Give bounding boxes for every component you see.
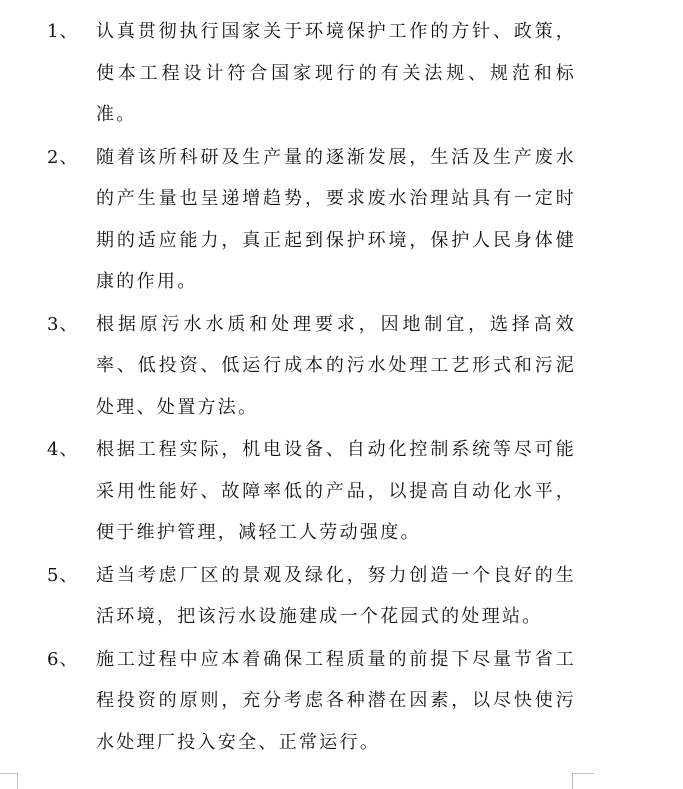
numbered-list bbox=[0, 11, 683, 764]
list-item bbox=[0, 429, 683, 554]
list-item-number: 3、 bbox=[47, 313, 79, 335]
list-item bbox=[0, 639, 683, 764]
list-item-number: 1、 bbox=[47, 21, 79, 42]
list-item-number: 6、 bbox=[47, 648, 79, 670]
list-item bbox=[0, 304, 683, 429]
list-item-text: 适当考虑厂区的景观及绿化，努力创造一个良好的生活环境，把该污水设施建成一个花园式的处理站。 bbox=[96, 564, 576, 627]
list-item bbox=[0, 137, 683, 303]
list-item-number: 4、 bbox=[47, 439, 79, 460]
list-item bbox=[0, 555, 683, 638]
list-item-text: 认真贯彻执行国家关于环境保护工作的方针、政策，使本工程设计符合国家现行的有关法规、规范和标准。 bbox=[96, 21, 576, 125]
page-margin-corner-mark-right bbox=[572, 773, 594, 789]
list-item bbox=[0, 11, 683, 136]
page-margin-corner-mark-left bbox=[0, 773, 18, 789]
list-item-text: 施工过程中应本着确保工程质量的前提下尽量节省工程投资的原则，充分考虑各种潜在因素，以尽快使污水处理厂投入安全、正常运行。 bbox=[96, 648, 576, 753]
list-item-text: 随着该所科研及生产量的逐渐发展，生活及生产废水的产生量也呈递增趋势，要求废水治理站具有一定时期的适应能力，真正起到保护环境，保护人民身体健康的作用。 bbox=[96, 146, 576, 292]
list-item-text: 根据工程实际，机电设备、自动化控制系统等尽可能采用性能好、故障率低的产品，以提高自动化水平，便于维护管理，减轻工人劳动强度。 bbox=[96, 439, 576, 543]
list-item-number: 5、 bbox=[47, 564, 79, 586]
list-item-number: 2、 bbox=[47, 146, 79, 168]
list-item-text: 根据原污水水质和处理要求，因地制宜，选择高效率、低投资、低运行成本的污水处理工艺形式和污泥处理、处置方法。 bbox=[96, 313, 576, 418]
